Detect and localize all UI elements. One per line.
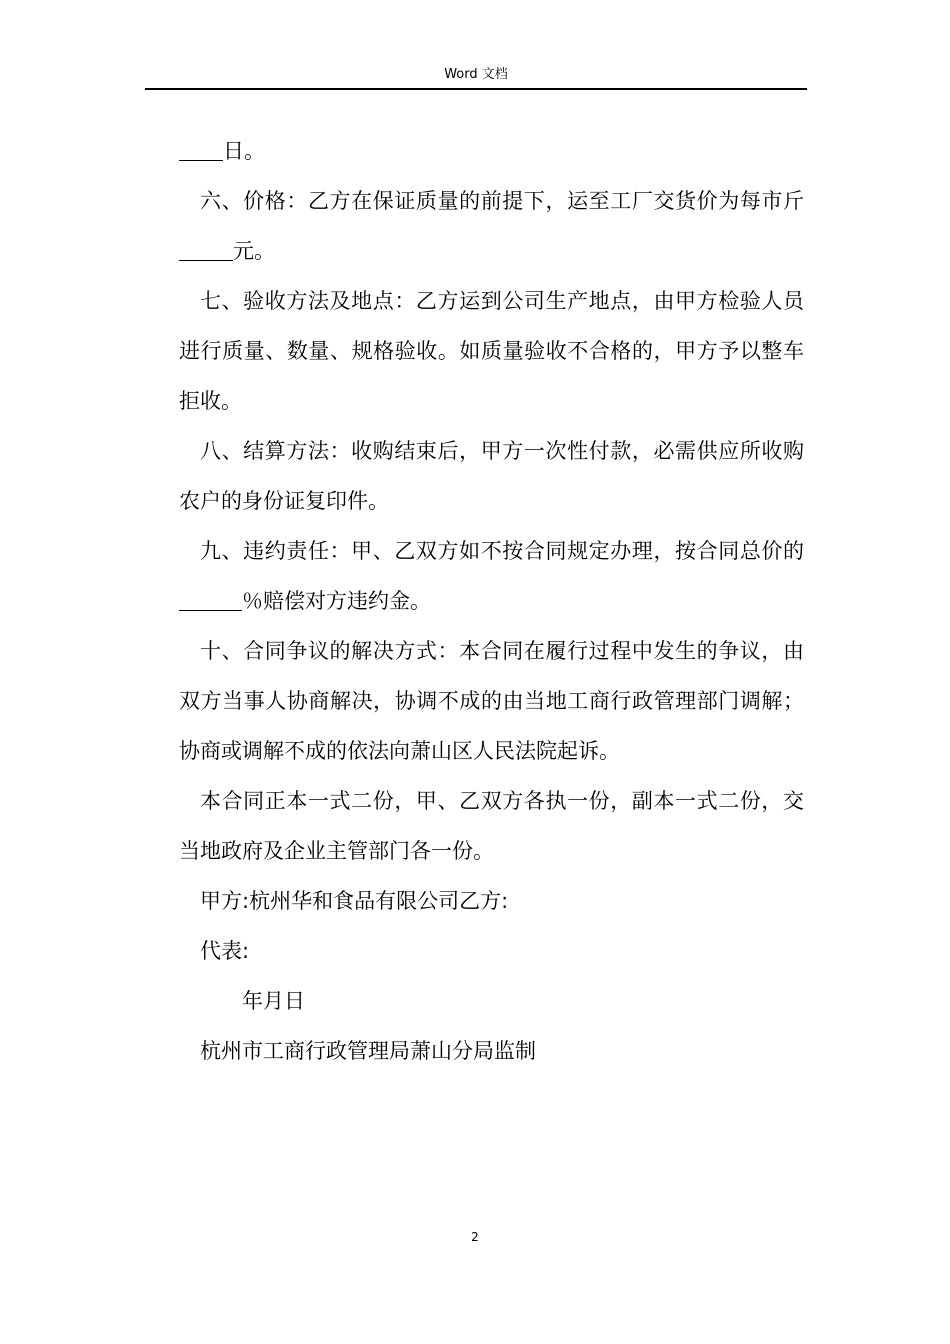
paragraph-day-blank [179,126,804,176]
paragraph-price [179,176,804,276]
paragraph-text: 元。 [233,239,275,263]
day-blank-line [179,140,223,161]
paragraph-text: 九、违约责任：甲、乙双方如不按合同规定办理，按合同总价的 [200,539,804,563]
paragraph-dispute: 十、合同争议的解决方式：本合同在履行过程中发生的争议，由双方当事人协商解决，协调不成的由当地工商行政管理部门调解；协商或调解不成的依法向萧山区人民法院起诉。 [179,639,804,763]
paragraph-liability [179,526,804,626]
paragraph-text: 六、价格：乙方在保证质量的前提下，运至工厂交货价为每市斤 [200,189,804,213]
paragraph-representative: 代表: [200,939,250,963]
paragraph-settlement: 八、结算方法：收购结束后，甲方一次性付款，必需供应所收购农户的身份证复印件。 [179,439,804,513]
paragraph-copies: 本合同正本一式二份，甲、乙双方各执一份，副本一式二份，交当地政府及企业主管部门各一份。 [179,789,804,863]
paragraph-inspection: 七、验收方法及地点：乙方运到公司生产地点，由甲方检验人员进行质量、数量、规格验收。如质量验收不合格的，甲方予以整车拒收。 [179,289,804,413]
paragraph-text: 日。 [223,139,265,163]
paragraph-text: ％赔偿对方违约金。 [242,589,431,613]
paragraph-supervision: 杭州市工商行政管理局萧山分局监制 [200,1039,536,1063]
document-body [179,126,804,1076]
paragraph-date: 年月日 [242,989,305,1013]
price-blank-line [179,240,233,261]
percent-blank-line [179,590,242,611]
page-number: 2 [471,1230,479,1244]
header-title: Word 文档 [444,67,508,82]
page-header [145,62,807,90]
paragraph-parties: 甲方:杭州华和食品有限公司乙方: [200,889,509,913]
